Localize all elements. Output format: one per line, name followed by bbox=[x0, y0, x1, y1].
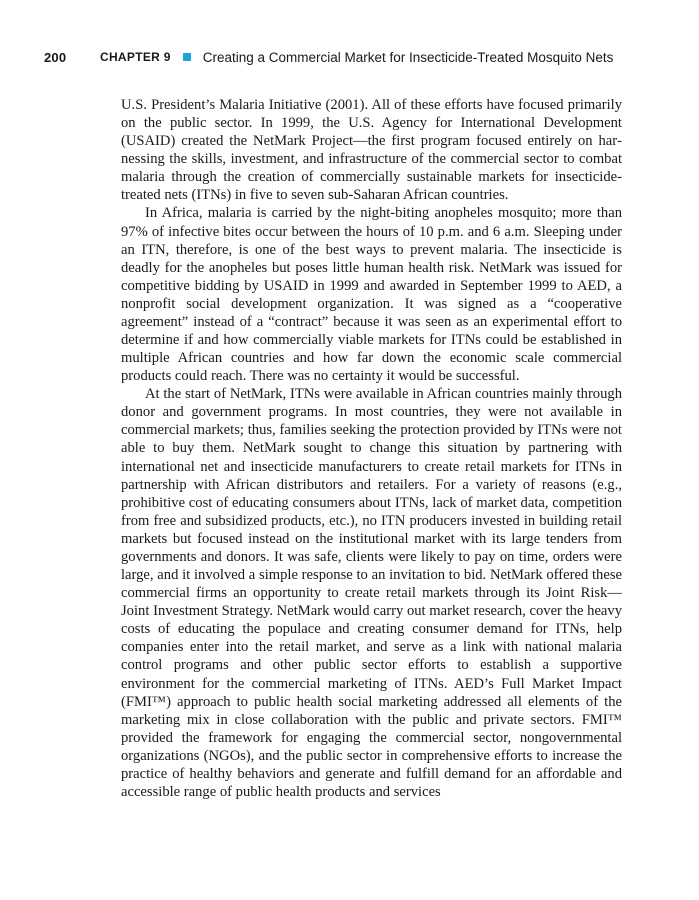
paragraph-2: In Africa, malaria is carried by the night-biting anopheles mosquito; more than 97% of infective bites occur between the hours of 10 p.m. and 6 a.m. Sleeping under an ITN, therefore, is one of the best ways to prevent malaria. The insecticide is deadly for the anopheles but poses little human health risk. NetMark was issued for competitive bidding by USAID in 1999 and awarded in September 1999 to AED, a nonprofit social development organization. It was signed as a “cooperative agreement” instead of a “contract” because it was seen as an experimental effort to determine if and how commercially viable markets for ITNs could be established in multiple African countries and how far down the economic scale commercial products could reach. There was no certainty it would be successful. bbox=[121, 205, 622, 385]
body-text bbox=[121, 96, 622, 801]
paragraph-3: At the start of NetMark, ITNs were available in African countries mainly through donor and government programs. In most countries, they were not available in commercial markets; thus, families seeking the protection provided by ITNs were not able to buy them. NetMark sought to change this situation by partnering with international net and insecticide manufacturers to create retail markets for ITNs in partnership with African distributors and retailers. For a variety of reasons (e.g., prohibitive cost of educating consumers about ITNs, lack of market data, competition from free and subsidized products, etc.), no ITN producers invested in building retail markets but focused instead on the institutional market with its large tenders from governments and donors. It was safe, clients were likely to pay on time, orders were large, and it involved a simple response to an invitation to bid. NetMark offered these commercial firms an opportunity to create retail markets through its Joint Risk—Joint Investment Strategy. NetMark would carry out market research, cover the heavy costs of educating the populace and creating consumer demand for ITNs, help companies enter into the retail market, and serve as a link with national malaria control programs and other public sector efforts to establish a supportive environment for the commercial marketing of ITNs. AED’s Full Market Impact (FMI™) approach to public health social marketing addressed all elements of the marketing mix in close collaboration with the public and private sectors. FMI™ provided the framework for engaging the commercial sector, nongovernmental organizations (NGOs), and the public sector in comprehensive efforts to increase the practice of healthy behaviors and generate and fulfill demand for an affordable and accessible range of public health products and services bbox=[121, 386, 622, 800]
paragraph-1: U.S. President’s Malaria Initiative (2001). All of these efforts have focused primarily on the public sector. In 1999, the U.S. Agency for International Development (USAID) created the NetMark Project—the first program focused entirely on harnessing the skills, investment, and infrastructure of the commercial sector to combat malaria through the creation of commercially sustainable markets for insecticide-treated nets (ITNs) in five to seven sub-Saharan African countries. bbox=[121, 97, 622, 204]
chapter-title: Creating a Commercial Market for Insecticide-Treated Mosquito Nets bbox=[202, 49, 614, 65]
chapter-label: CHAPTER 9 bbox=[100, 50, 171, 64]
running-header bbox=[44, 48, 664, 66]
square-bullet-icon bbox=[183, 53, 191, 61]
page-number: 200 bbox=[44, 49, 67, 65]
